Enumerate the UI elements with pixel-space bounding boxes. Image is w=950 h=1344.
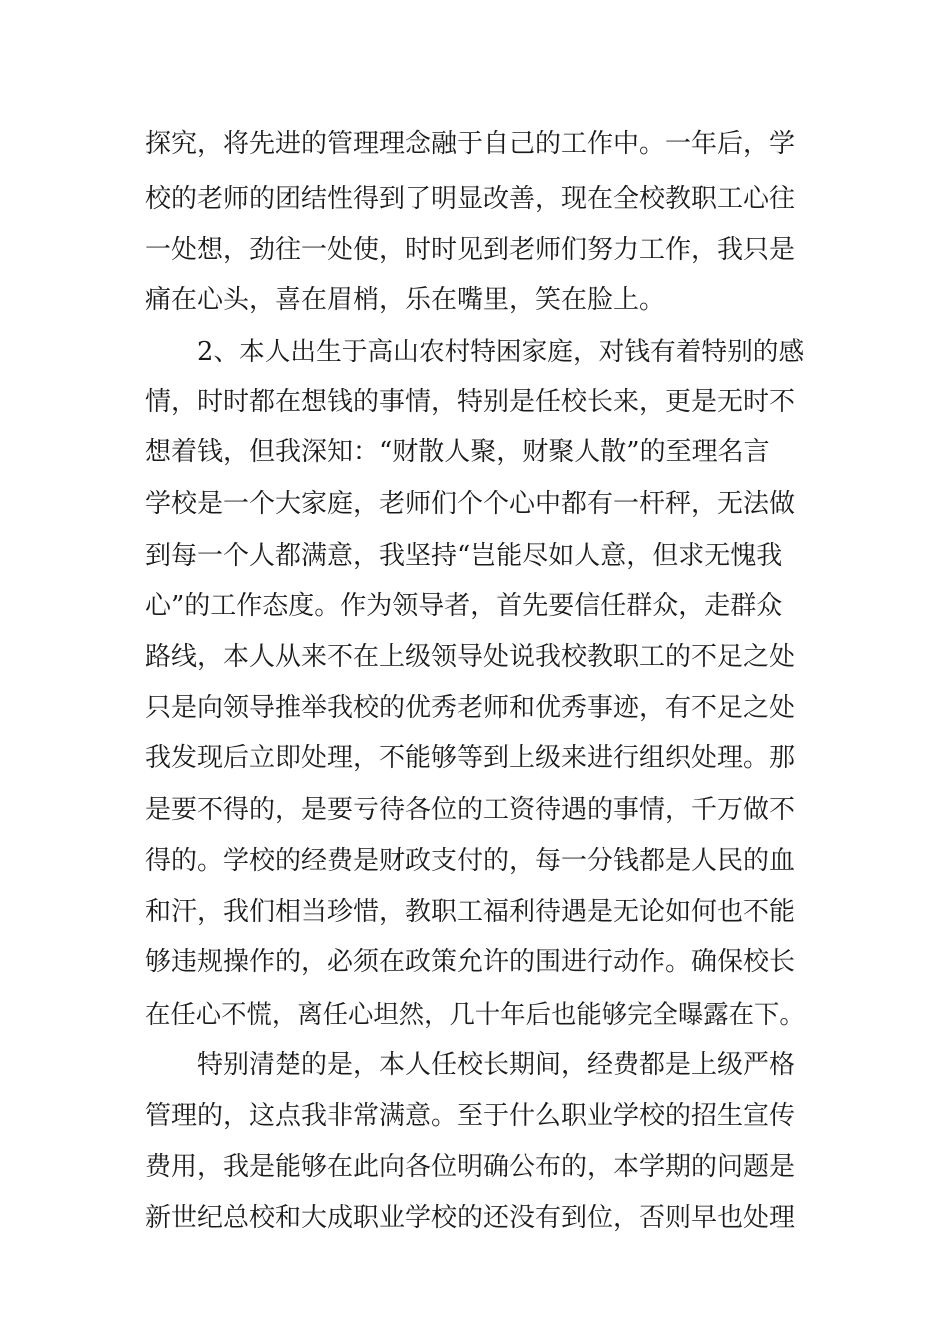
text-line: 只是向领导推举我校的优秀老师和优秀事迹，有不足之处 [145,693,796,723]
text-line: 学校是一个大家庭，老师们个个心中都有一杆秤，无法做 [145,489,796,519]
text-line: 和汗，我们相当珍惜，教职工福利待遇是无论如何也不能 [145,897,796,927]
text-line: 得的。学校的经费是财政支付的，每一分钱都是人民的血 [145,846,796,876]
text-line: 管理的，这点我非常满意。至于什么职业学校的招生宣传 [145,1101,796,1131]
text-line: 费用，我是能够在此向各位明确公布的，本学期的问题是 [145,1152,796,1182]
text-line: 心”的工作态度。作为领导者，首先要信任群众，走群众 [145,591,783,621]
text-line: 到每一个人都满意，我坚持“岂能尽如人意，但求无愧我 [145,541,783,571]
text-line: 够违规操作的，必须在政策允许的围进行动作。确保校长 [145,947,796,977]
text-line: 想着钱，但我深知：“财散人聚，财聚人散”的至理名言 [145,437,770,467]
text-line: 是要不得的，是要亏待各位的工资待遇的事情，千万做不 [145,795,796,825]
text-line: 路线，本人从来不在上级领导处说我校教职工的不足之处 [145,642,796,672]
text-line: 一处想，劲往一处使，时时见到老师们努力工作，我只是 [145,235,796,265]
text-line: 在任心不慌，离任心坦然，几十年后也能够完全曝露在下。 [145,999,805,1029]
text-line: 我发现后立即处理，不能够等到上级来进行组织处理。那 [145,743,796,773]
text-line: 情，时时都在想钱的事情，特别是任校长来，更是无时不 [145,387,796,417]
text-line: 痛在心头，喜在眉梢，乐在嘴里，笑在脸上。 [145,285,666,315]
text-line: 特别清楚的是，本人任校长期间，经费都是上级严格 [197,1050,796,1080]
text-line: 新世纪总校和大成职业学校的还没有到位，否则早也处理 [145,1203,796,1233]
text-line: 校的老师的团结性得到了明显改善，现在全校教职工心往 [145,184,796,214]
text-line: 探究，将先进的管理理念融于自己的工作中。一年后，学 [145,129,796,159]
text-line: 2、本人出生于高山农村特困家庭，对钱有着特别的感 [197,337,805,367]
